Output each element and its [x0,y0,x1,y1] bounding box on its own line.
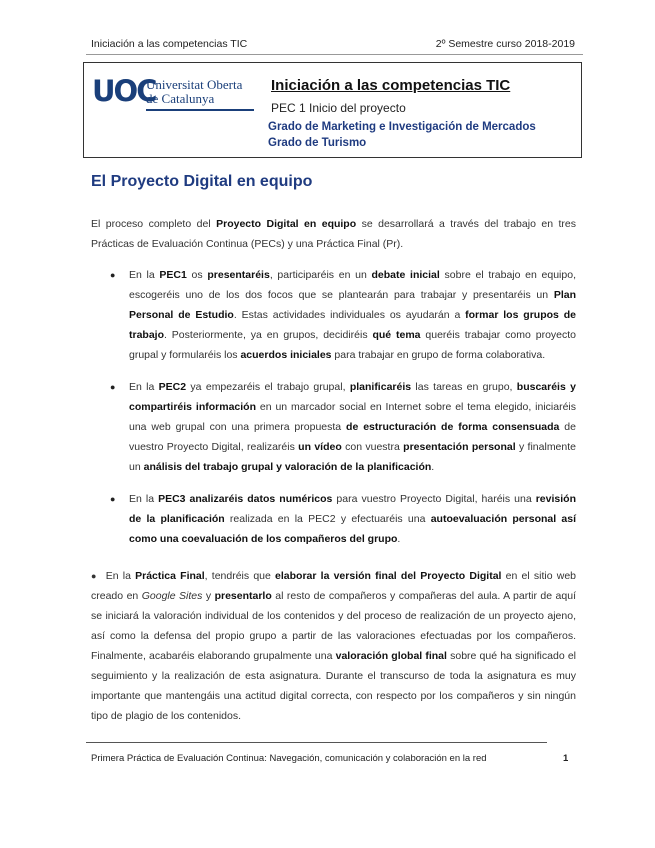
uoc-logo-line1: Universitat Oberta [146,77,243,92]
running-header-course: Iniciación a las competencias TIC [91,38,248,50]
degree-marketing: Grado de Marketing e Investigación de Mercados [268,121,536,133]
title-box [83,62,582,158]
footer-divider [86,742,547,743]
pec-subtitle: PEC 1 Inicio del proyecto [271,101,406,115]
degree-tourism: Grado de Turismo [268,137,367,149]
bullet-icon: ● [110,494,116,504]
uoc-logo-line2: de Catalunya [146,91,215,106]
final-practice-paragraph: ● En la Práctica Final, tendréis que elaborar la versión final del Proyecto Digital en el sitio web creado en Google Sites y presentarlo al resto de compañeros y compañeras del aula. A partir de aquí se iniciará la valoración individual de los contenidos y del proceso de realización de un proyecto ajeno, así como la defensa del propio grupo a partir de las valoraciones efectuadas por los compañeros. Finalmente, acabaréis elaborando grupalmente una valoración global final sobre qué ha significado el seguimiento y la realización de esta asignatura. Durante el transcurso de toda la asignatura es muy importante que mantengáis una actitud digital correcta, con respecto por los compañeros y sin ningún tipo de plagio de los contenidos. [91,570,577,722]
bullet-icon: ● [91,571,98,581]
running-header-semester: 2º Semestre curso 2018-2019 [435,38,575,50]
bullet-icon: ● [110,270,116,280]
pec1-paragraph: En la PEC1 os presentaréis, participaréis en un debate inicial sobre el trabajo en equipo, escogeréis uno de los dos focos que se plantearán para trabajar y presentaréis un Plan Personal de Estudio. Estas actividades individuales os ayudarán a formar los grupos de trabajo. Posteriormente, ya en grupos, decidiréis qué tema queréis trabajar como proyecto grupal y formularéis los acuerdos iniciales para trabajar en grupo de forma colaborativa. [129,269,577,361]
intro-paragraph: El proceso completo del Proyecto Digital en equipo se desarrollará a través del trabajo en tres Prácticas de Evaluación Continua (PECs) y una Práctica Final (Pr). [91,218,576,250]
uoc-logo-name [146,78,242,106]
page-number: 1 [563,753,569,764]
uoc-logo-underline [146,109,254,111]
pec3-paragraph: En la PEC3 analizaréis datos numéricos para vuestro Proyecto Digital, haréis una revisión de la planificación realizada en la PEC2 y efectuaréis una autoevaluación personal así como una coevaluación de los compañeros del grupo. [129,493,576,545]
header-divider [86,54,583,55]
footer-text: Primera Práctica de Evaluación Continua: Navegación, comunicación y colaboración en la red [91,753,487,764]
course-title: Iniciación a las competencias TIC [271,77,511,94]
pec2-paragraph: En la PEC2 ya empezaréis el trabajo grupal, planificaréis las tareas en grupo, buscaréis y compartiréis información en un marcador social en Internet sobre el tema elegido, iniciaréis una web grupal con una primera propuesta de estructuración de forma consensuada de vuestro Proyecto Digital, realizaréis un vídeo con vuestra presentación personal y finalmente un análisis del trabajo grupal y valoración de la planificación. [129,381,576,473]
bullet-icon: ● [110,382,116,392]
section-title: El Proyecto Digital en equipo [91,173,313,190]
uoc-logo-mark: UOC [92,74,156,108]
